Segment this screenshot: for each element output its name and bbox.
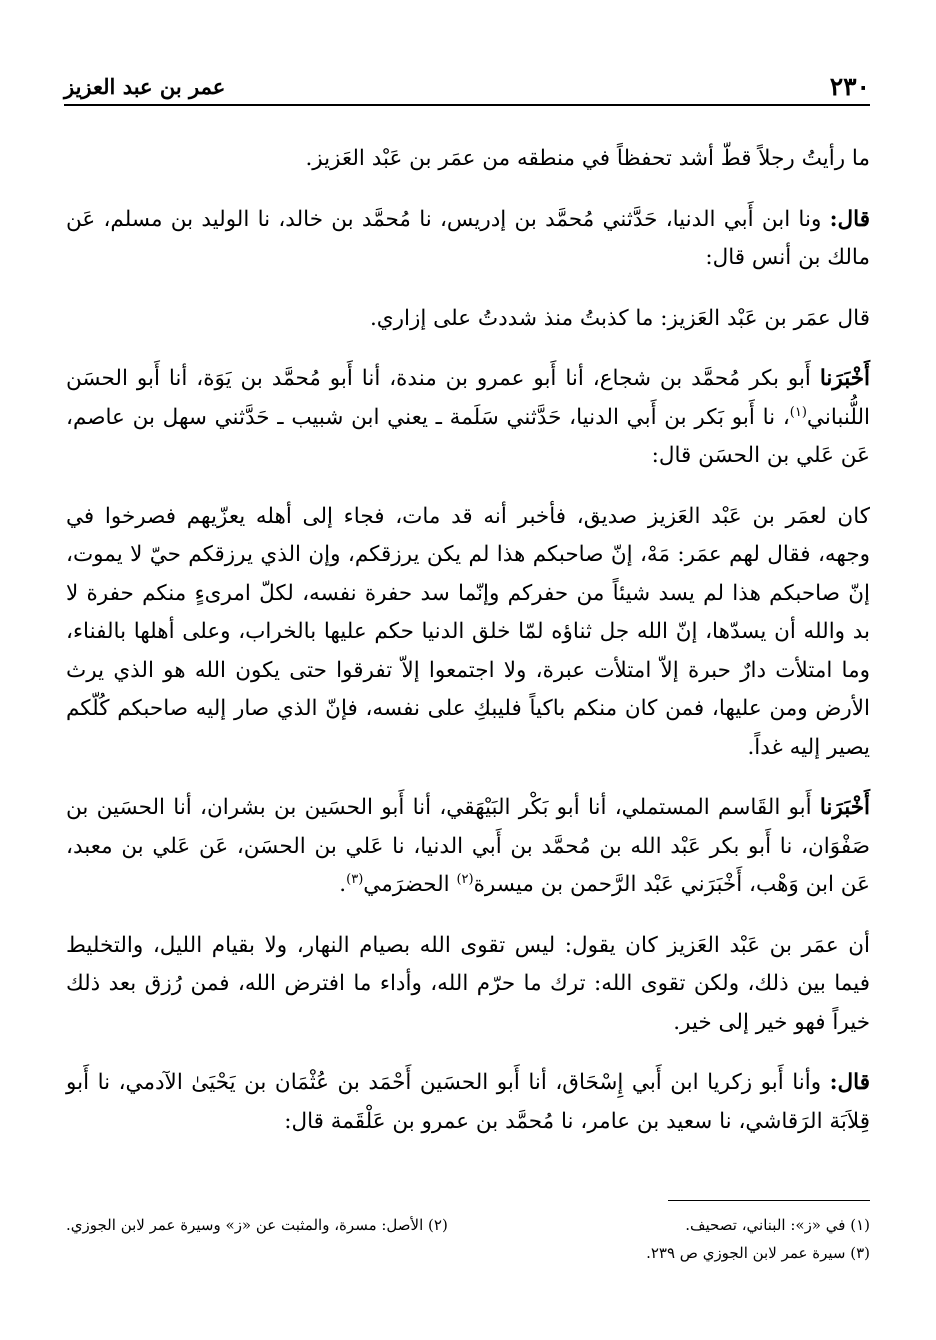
paragraph-text: أَبو بكر مُحمَّد بن شجاع، أنا أَبو عمرو بن مندة، أنا أَبو مُحمَّد بن يَوَة، أنا أَبو الحسَن اللُّنباني [66, 366, 870, 430]
paragraph-text-continued: ، نا أَبو بَكر بن أَبي الدنيا، حَدَّثني سَلَمة ـ يعني ابن شبيب ـ حَدَّثني سهل بن عاصم، عَن عَلي بن الحسَن قال: [66, 404, 870, 468]
paragraph-7 [66, 927, 870, 1043]
paragraph-text: ما رأيتُ رجلاً قطّ أشد تحفظاً في منطقه من عمَر بن عَبْد العَزيز. [305, 146, 870, 171]
footnote-number: (٣) [850, 1244, 870, 1262]
paragraph-3 [66, 300, 870, 339]
page-number: ٢٣٠ [829, 72, 870, 101]
paragraph-text: وأنا أَبو زكريا ابن أَبي إِسْحَاق، أنا أَبو الحسَين أَحْمَد بن عُثْمَان بن يَحْيَىٰ الآدمي، نا أَبو قِلاَبَة الرَقاشي، نا سعيد بن عامر، نا مُحمَّد بن عمرو بن عَلْقَمة قال: [66, 1070, 870, 1134]
paragraph-text: أَبو القَاسم المستملي، أنا أبو بَكْر البَيْهَقي، أنا أَبو الحسَين بن بشران، أنا الحسَين بن صَفْوَان، نا أَبو بكر عَبْد الله بن مُحمَّد بن أَبي الدنيا، نا عَلي بن الحسَن، عَن عَلي بن معبد، عَن ابن وَهْب، أَخْبَرَني عَبْد الرَّحمن بن ميسرة [66, 795, 870, 897]
paragraph-4 [66, 360, 870, 476]
footnote-text: الأصل: مسرة، والمثبت عن «ز» وسيرة عمر لابن الجوزي. [66, 1216, 424, 1234]
paragraph-lead: قال: [829, 1070, 870, 1095]
paragraph-5 [66, 498, 870, 768]
main-text [66, 140, 870, 1163]
footnote-2 [66, 1211, 448, 1239]
footnote-ref: (٢) [456, 871, 474, 887]
footnote-3 [646, 1239, 870, 1267]
footnotes [66, 1200, 870, 1267]
footnote-ref: (١) [789, 404, 807, 420]
page-header [64, 70, 870, 106]
footnote-1 [685, 1211, 870, 1239]
footnote-divider [668, 1200, 870, 1201]
paragraph-1 [66, 140, 870, 179]
paragraph-text-end: . [339, 872, 347, 897]
footnote-text: في «ز»: البناني، تصحيف. [685, 1216, 846, 1234]
paragraph-text: كان لعمَر بن عَبْد العَزيز صديق، فأخبر أنه قد مات، فجاء إلى أهله يعزّيهم فصرخوا في وجهه، فقال لهم عمَر: مَهْ، إنّ صاحبكم هذا لم يكن يرزقكم، وإن الذي يرزقكم حيّ لا يموت، إنّ صاحبكم هذا لم يسد شيئاً من حفركم وإنّما سد حفرة نفسه، لكلّ امرىءٍ منكم حفرة لا بد والله أن يسدّها، إنّ الله جل ثناؤه لمّا خلق الدنيا حكم عليها بالخراب، وعلى أهلها بالفناء، وما امتلأت دارٌ حبرة إلاّ امتلأت عبرة، ولا اجتمعوا إلاّ تفرقوا حتى يكون الله هو الذي يرث الأرض ومن عليها، فمن كان منكم باكياً فليبكِ على نفسه، فإنّ الذي صار إليه صاحبكم كُلّكم يصير إليه غداً. [66, 503, 870, 760]
footnote-ref: (٣) [346, 871, 364, 887]
paragraph-lead: قال: [829, 206, 870, 232]
paragraph-text: قال عمَر بن عَبْد العَزيز: ما كذبتُ منذ شددتُ على إزاري. [369, 305, 870, 331]
footnote-number: (٢) [428, 1216, 448, 1234]
paragraph-8 [66, 1064, 870, 1141]
paragraph-lead: أَخْبَرَنا [819, 366, 870, 391]
paragraph-2 [66, 201, 870, 278]
paragraph-lead: أَخْبَرَنا [819, 795, 870, 820]
paragraph-6 [66, 789, 870, 905]
paragraph-text: ونا ابن أَبي الدنيا، حَدَّثني مُحمَّد بن إدريس، نا مُحمَّد بن خالد، نا الوليد بن مسلم، عَن مالك بن أنس قال: [66, 206, 870, 270]
paragraph-text-continued: الحضرَمي [363, 872, 457, 897]
running-title: عمر بن عبد العزيز [64, 74, 226, 99]
paragraph-text: أن عمَر بن عَبْد العَزيز كان يقول: ليس تقوى الله بصيام النهار، ولا بقيام الليل، والتخليط فيما بين ذلك، ولكن تقوى الله: ترك ما حرّم الله، وأداء ما افترض الله، فمن رُزق بعد ذلك خيراً فهو خير إلى خير. [66, 932, 870, 1035]
footnote-row [66, 1211, 870, 1239]
footnote-text: سيرة عمر لابن الجوزي ص ٢٣٩. [646, 1244, 846, 1262]
footnote-row [66, 1239, 870, 1267]
footnote-number: (١) [850, 1216, 870, 1234]
